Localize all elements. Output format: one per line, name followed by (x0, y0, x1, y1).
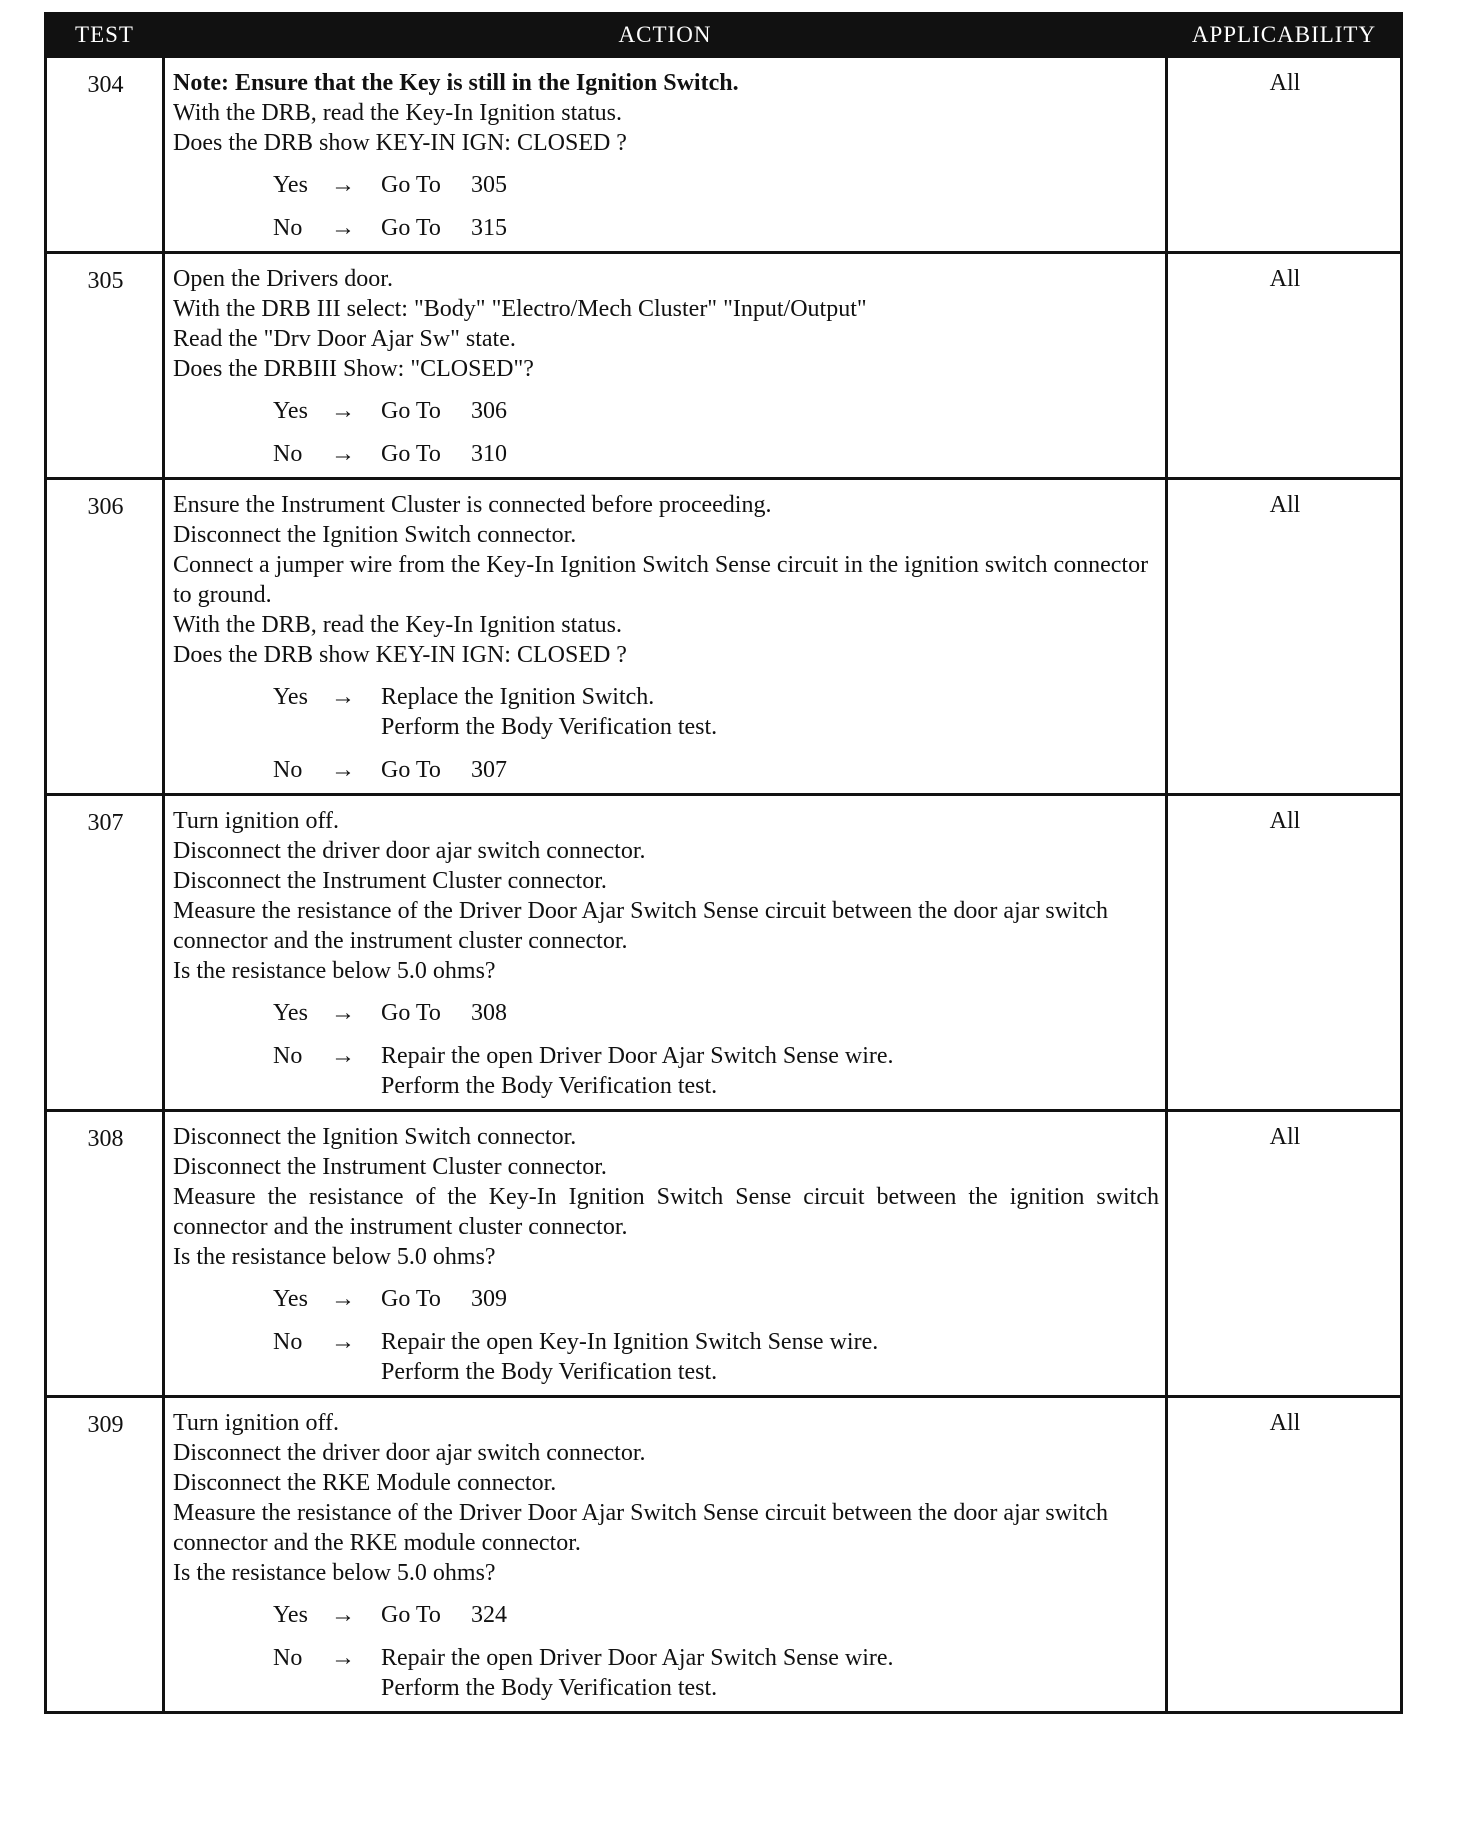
arrow-icon: → (331, 757, 355, 783)
test-number: 308 (46, 1111, 164, 1397)
action-line: Open the Drivers door. (173, 266, 393, 292)
column-header-applicability: APPLICABILITY (1167, 14, 1402, 57)
column-header-test: TEST (46, 14, 164, 57)
result-text: Repair the open Driver Door Ajar Switch Sense wire. (381, 1645, 894, 1671)
action-cell (164, 1397, 1167, 1713)
action-line: Is the resistance below 5.0 ohms? (173, 1244, 496, 1270)
goto-label: Go To (381, 441, 441, 467)
option-no (273, 755, 1159, 785)
arrow-icon: → (331, 1602, 355, 1628)
arrow-icon: → (331, 1645, 355, 1671)
option-yes (273, 396, 1159, 426)
arrow-icon: → (331, 1043, 355, 1069)
answer-options (273, 682, 1159, 785)
option-no (273, 439, 1159, 469)
test-number: 307 (46, 795, 164, 1111)
action-line: Disconnect the Instrument Cluster connector. (173, 868, 607, 894)
action-line: Is the resistance below 5.0 ohms? (173, 1560, 496, 1586)
arrow-icon: → (331, 398, 355, 424)
test-row-307 (46, 795, 1402, 1111)
action-cell (164, 1111, 1167, 1397)
option-label: No (273, 441, 303, 467)
option-label: Yes (273, 1000, 308, 1026)
option-label: Yes (273, 1602, 308, 1628)
action-line: With the DRB, read the Key-In Ignition status. (173, 612, 622, 638)
action-line: Measure the resistance of the Key-In Ignition Switch Sense circuit between the ignition switch connector and the instrument cluster connector. (173, 1184, 1159, 1240)
action-line: Measure the resistance of the Driver Door Ajar Switch Sense circuit between the door ajar switch connector and the RKE module connector. (173, 1500, 1109, 1556)
arrow-icon: → (331, 441, 355, 467)
test-row-308 (46, 1111, 1402, 1397)
arrow-icon: → (331, 1000, 355, 1026)
action-line: Disconnect the Ignition Switch connector. (173, 522, 577, 548)
result-text: Replace the Ignition Switch. (381, 684, 655, 710)
goto-test-number: 305 (471, 172, 507, 198)
option-label: Yes (273, 398, 308, 424)
answer-options (273, 1284, 1159, 1387)
action-line: Measure the resistance of the Driver Door Ajar Switch Sense circuit between the door ajar switch connector and the instrument cluster connector. (173, 898, 1109, 954)
action-line: Turn ignition off. (173, 808, 340, 834)
action-line: Disconnect the Instrument Cluster connector. (173, 1154, 607, 1180)
applicability-value: All (1167, 57, 1402, 253)
result-text: Repair the open Key-In Ignition Switch Sense wire. (381, 1329, 879, 1355)
option-yes (273, 1600, 1159, 1630)
goto-label: Go To (381, 172, 441, 198)
answer-options (273, 396, 1159, 469)
answer-options (273, 1600, 1159, 1703)
test-number: 305 (46, 253, 164, 479)
action-cell (164, 253, 1167, 479)
option-label: No (273, 757, 303, 783)
option-yes (273, 170, 1159, 200)
action-line: Disconnect the RKE Module connector. (173, 1470, 557, 1496)
test-row-305 (46, 253, 1402, 479)
test-number: 304 (46, 57, 164, 253)
action-line: Disconnect the Ignition Switch connector. (173, 1124, 577, 1150)
action-line: Does the DRBIII Show: "CLOSED"? (173, 356, 534, 382)
action-line: Disconnect the driver door ajar switch connector. (173, 838, 646, 864)
test-number: 306 (46, 479, 164, 795)
option-label: Yes (273, 1286, 308, 1312)
option-label: Yes (273, 684, 308, 710)
goto-label: Go To (381, 1602, 441, 1628)
option-label: No (273, 215, 303, 241)
action-line: Does the DRB show KEY-IN IGN: CLOSED ? (173, 642, 627, 668)
goto-test-number: 306 (471, 398, 507, 424)
goto-test-number: 309 (471, 1286, 507, 1312)
arrow-icon: → (331, 1286, 355, 1312)
goto-label: Go To (381, 757, 441, 783)
applicability-value: All (1167, 479, 1402, 795)
action-line: Turn ignition off. (173, 1410, 340, 1436)
option-no (273, 1327, 1159, 1387)
option-no (273, 1643, 1159, 1703)
action-line: Read the "Drv Door Ajar Sw" state. (173, 326, 516, 352)
goto-label: Go To (381, 215, 441, 241)
goto-label: Go To (381, 1000, 441, 1026)
arrow-icon: → (331, 1329, 355, 1355)
option-no (273, 1041, 1159, 1101)
result-text: Repair the open Driver Door Ajar Switch Sense wire. (381, 1043, 894, 1069)
answer-options (273, 170, 1159, 243)
applicability-value: All (1167, 1397, 1402, 1713)
action-line: Does the DRB show KEY-IN IGN: CLOSED ? (173, 130, 627, 156)
test-row-309 (46, 1397, 1402, 1713)
result-text: Perform the Body Verification test. (381, 714, 718, 740)
test-row-304 (46, 57, 1402, 253)
action-line: Connect a jumper wire from the Key-In Ignition Switch Sense circuit in the ignition switch connector to ground. (173, 552, 1149, 608)
option-yes (273, 1284, 1159, 1314)
action-line: Is the resistance below 5.0 ohms? (173, 958, 496, 984)
goto-test-number: 315 (471, 215, 507, 241)
table-header-row (46, 14, 1402, 57)
test-number: 309 (46, 1397, 164, 1713)
result-text: Perform the Body Verification test. (381, 1359, 718, 1385)
diagnostic-test-table (44, 12, 1403, 1714)
arrow-icon: → (331, 172, 355, 198)
option-label: Yes (273, 172, 308, 198)
test-row-306 (46, 479, 1402, 795)
option-yes (273, 682, 1159, 742)
applicability-value: All (1167, 795, 1402, 1111)
option-label: No (273, 1645, 303, 1671)
answer-options (273, 998, 1159, 1101)
action-line: Ensure the Instrument Cluster is connected before proceeding. (173, 492, 772, 518)
applicability-value: All (1167, 1111, 1402, 1397)
diagnostic-test-table-page (44, 12, 1400, 1714)
goto-test-number: 310 (471, 441, 507, 467)
goto-test-number: 307 (471, 757, 507, 783)
column-header-action: ACTION (164, 14, 1167, 57)
goto-label: Go To (381, 1286, 441, 1312)
action-cell (164, 795, 1167, 1111)
option-label: No (273, 1329, 303, 1355)
arrow-icon: → (331, 215, 355, 241)
option-label: No (273, 1043, 303, 1069)
action-cell (164, 57, 1167, 253)
result-text: Perform the Body Verification test. (381, 1675, 718, 1701)
action-line: With the DRB III select: "Body" "Electro/Mech Cluster" "Input/Output" (173, 296, 867, 322)
action-cell (164, 479, 1167, 795)
action-line: With the DRB, read the Key-In Ignition status. (173, 100, 622, 126)
arrow-icon: → (331, 684, 355, 710)
goto-test-number: 324 (471, 1602, 507, 1628)
goto-label: Go To (381, 398, 441, 424)
action-line: Note: Ensure that the Key is still in the Ignition Switch. (173, 70, 739, 96)
option-no (273, 213, 1159, 243)
applicability-value: All (1167, 253, 1402, 479)
option-yes (273, 998, 1159, 1028)
goto-test-number: 308 (471, 1000, 507, 1026)
action-line: Disconnect the driver door ajar switch connector. (173, 1440, 646, 1466)
result-text: Perform the Body Verification test. (381, 1073, 718, 1099)
